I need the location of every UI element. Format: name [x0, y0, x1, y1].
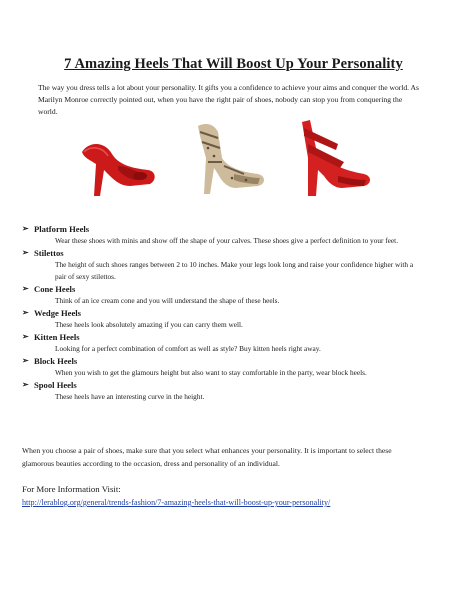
item-description: Wear these shoes with minis and show off the shape of your calves. These shoes give a perfect definition to your feet.: [55, 236, 399, 245]
item-description: When you wish to get the glamours height but also want to stay comfortable in the party, wear block heels.: [55, 368, 367, 377]
more-info-label: For More Information Visit:: [22, 484, 121, 494]
arrow-bullet-icon: ➢: [22, 248, 29, 257]
list-item: [22, 223, 432, 247]
red-peep-toe-platform-heel-icon: [78, 118, 158, 198]
item-description: Think of an ice cream cone and you will understand the shape of these heels.: [55, 296, 280, 305]
heel-types-list: [22, 223, 432, 403]
item-heading: Kitten Heels: [34, 332, 80, 342]
snakeskin-strappy-platform-heel-icon: [188, 118, 268, 198]
arrow-bullet-icon: ➢: [22, 284, 29, 293]
item-description: Looking for a perfect combination of comfort as well as style? Buy kitten heels right away.: [55, 344, 321, 353]
item-heading: Stilettos: [34, 248, 64, 258]
arrow-bullet-icon: ➢: [22, 224, 29, 233]
item-description: These heels look absolutely amazing if you can carry them well.: [55, 320, 243, 329]
page-title: 7 Amazing Heels That Will Boost Up Your Personality: [64, 56, 403, 72]
list-item: [22, 283, 432, 307]
closing-paragraph: When you choose a pair of shoes, make sure that you select what enhances your personality. It is important to select these glamorous beauties according to the occasion, dress and personality of an individual.: [22, 446, 392, 468]
intro-paragraph: The way you dress tells a lot about your personality. It gifts you a confidence to achieve your aims and conquer the world. As Marilyn Monroe correctly pointed out, when you have the right pair of shoes, nobody can stop you from conquering the world.: [38, 83, 419, 116]
item-heading: Block Heels: [34, 356, 78, 366]
shoe-images-row: [60, 118, 400, 198]
more-info-link[interactable]: http://lerablog.org/general/trends-fashion/7-amazing-heels-that-will-boost-up-your-personality/: [22, 498, 331, 507]
item-heading: Platform Heels: [34, 224, 90, 234]
arrow-bullet-icon: ➢: [22, 332, 29, 341]
item-heading: Wedge Heels: [34, 308, 82, 318]
arrow-bullet-icon: ➢: [22, 380, 29, 389]
item-heading: Spool Heels: [34, 380, 77, 390]
list-item: [22, 355, 432, 379]
item-description: The height of such shoes ranges between 2 to 10 inches. Make your legs look long and raise your confidence higher with a pair of sexy stilettos.: [55, 260, 414, 281]
arrow-bullet-icon: ➢: [22, 308, 29, 317]
list-item: [22, 331, 432, 355]
red-strappy-platform-heel-icon: [294, 118, 374, 198]
list-item: [22, 307, 432, 331]
arrow-bullet-icon: ➢: [22, 356, 29, 365]
item-description: These heels have an interesting curve in the height.: [55, 392, 205, 401]
item-heading: Cone Heels: [34, 284, 76, 294]
list-item: [22, 379, 432, 403]
list-item: [22, 247, 432, 283]
